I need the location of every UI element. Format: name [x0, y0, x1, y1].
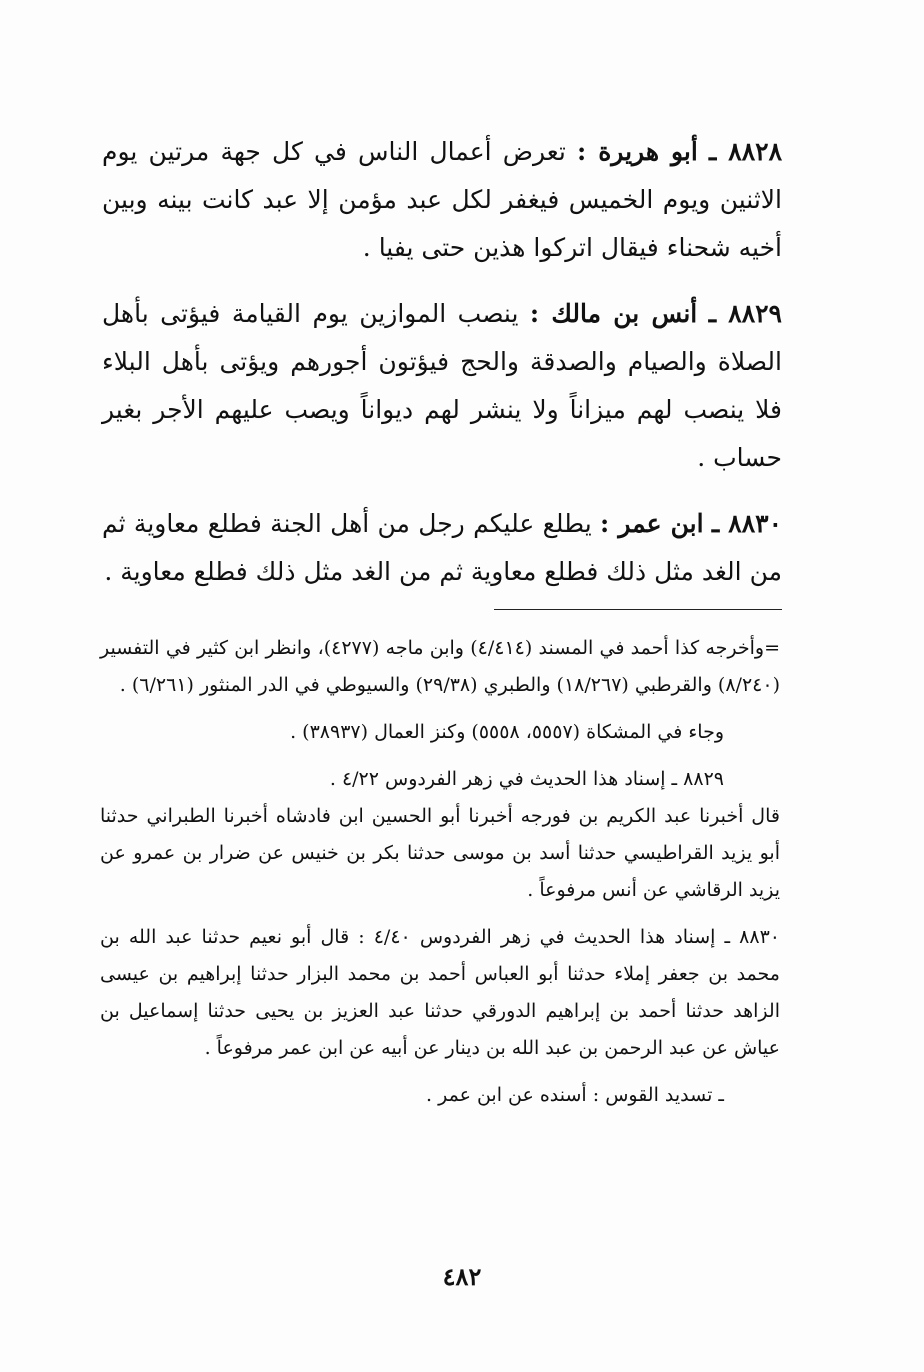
hadith-number: ٨٨٢٨ ـ: [709, 137, 782, 166]
hadith-narrator: ابن عمر :: [600, 509, 704, 538]
hadith-8830: [102, 500, 782, 596]
footnote-8829-isnad: قال أخبرنا عبد الكريم بن فورجه أخبرنا أبو الحسين ابن فادشاه أخبرنا الطبراني حدثنا أبو يزيد القراطيسي حدثنا أسد بن موسى حدثنا بكر بن خنيس عن ضرار بن عمرو عن يزيد الرقاشي عن أنس مرفوعاً .: [100, 805, 780, 901]
hadith-narrator: أبو هريرة :: [577, 137, 698, 166]
hadith-8828: [102, 128, 782, 272]
hadith-number: ٨٨٢٩ ـ: [708, 299, 782, 328]
footnote-8829-heading: ٨٨٢٩ ـ إسناد هذا الحديث في زهر الفردوس ٤/٢٢ .: [329, 768, 724, 790]
hadith-text: تعرض أعمال الناس في كل جهة مرتين يوم الاثنين ويوم الخميس فيغفر لكل عبد مؤمن إلا عبد كانت بينه وبين أخيه شحناء فيقال اتركوا هذين حتى يفيا .: [102, 137, 782, 262]
page-number: ٤٨٢: [442, 1262, 482, 1291]
hadith-8829: [102, 290, 782, 482]
footnote-divider: [494, 609, 782, 610]
footnote-continuation: =وأخرجه كذا أحمد في المسند (٤/٤١٤) وابن ماجه (٤٢٧٧)، وانظر ابن كثير في التفسير (٨/٢٤٠) والقرطبي (١٨/٢٦٧) والطبري (٢٩/٣٨) والسيوطي في الدر المنثور (٦/٢٦١) .: [100, 637, 780, 696]
hadith-number: ٨٨٣٠ ـ: [711, 509, 782, 538]
footnote-tasdid: ـ تسديد القوس : أسنده عن ابن عمر .: [426, 1084, 724, 1106]
hadith-text: ينصب الموازين يوم القيامة فيؤتى بأهل الصلاة والصيام والصدقة والحج فيؤتون أجورهم ويؤتى بأهل البلاء فلا ينصب لهم ميزاناً ولا ينشر لهم ديواناً ويصب عليهم الأجر بغير حساب .: [102, 299, 782, 472]
hadith-narrator: أنس بن مالك :: [529, 299, 698, 328]
footnote-8830-isnad: ٨٨٣٠ ـ إسناد هذا الحديث في زهر الفردوس ٤/٤٠ : قال أبو نعيم حدثنا عبد الله بن محمد بن جعفر إملاء حدثنا أبو العباس أحمد بن محمد البزار حدثنا إبراهيم بن عيسى الزاهد حدثنا أحمد بن إبراهيم الدورقي حدثنا عبد العزيز بن يحيى حدثنا إسماعيل بن عياش عن عبد الرحمن بن عبد الله بن دينار عن أبيه عن ابن عمر مرفوعاً .: [100, 926, 780, 1059]
hadith-text: يطلع عليكم رجل من أهل الجنة فطلع معاوية ثم من الغد مثل ذلك فطلع معاوية ثم من الغد مثل ذلك فطلع معاوية .: [102, 509, 782, 586]
footnote-mishkat: وجاء في المشكاة (٥٥٥٧، ٥٥٥٨) وكنز العمال (٣٨٩٣٧) .: [290, 721, 724, 743]
hadith-list: [102, 128, 782, 614]
footnotes: [100, 630, 780, 1124]
